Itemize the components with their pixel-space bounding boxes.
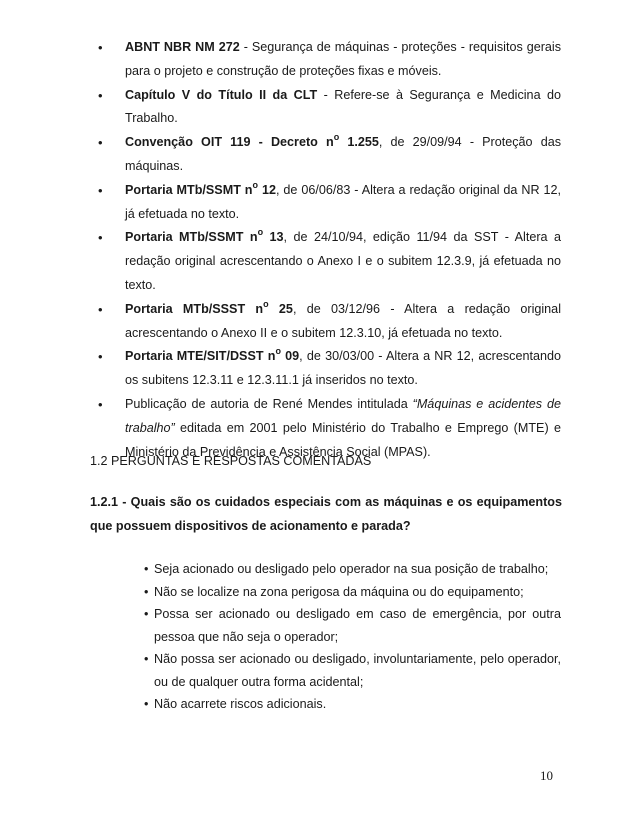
answer-item	[0, 558, 638, 581]
answer-text: Não possa ser acionado ou desligado, involuntariamente, pelo operador, ou de qualquer outra forma acidental;	[154, 652, 561, 689]
reference-text: editada em 2001 pelo Ministério do Trabalho e Emprego (MTE) e Ministério da Previdência e Assistência Social (MPAS).	[125, 420, 561, 459]
superscript-o: o	[275, 346, 281, 357]
reference-title-part: Portaria MTb/SSST n	[125, 301, 264, 316]
reference-title-part: Portaria MTb/SSMT n	[125, 182, 253, 197]
superscript-o: o	[252, 179, 259, 190]
answer-text: Possa ser acionado ou desligado em caso de emergência, por outra pessoa que não seja o operador;	[154, 607, 561, 644]
reference-title-part: Convenção OIT 119 - Decreto n	[125, 135, 334, 150]
reference-item	[0, 36, 638, 84]
reference-text: , de 03/12/96 - Altera a redação original acrescentando o Anexo II e o subitem 12.3.10, já efetuada no texto.	[125, 301, 561, 340]
reference-item	[0, 84, 638, 132]
publication-title: “Máquinas e acidentes de trabalho”	[125, 396, 561, 435]
answer-text: Não acarrete riscos adicionais.	[154, 697, 327, 711]
section-title: 1.2 PERGUNTAS E RESPOSTAS COMENTADAS	[90, 454, 372, 468]
answer-item	[0, 693, 638, 716]
reference-title	[125, 227, 284, 245]
reference-title: Capítulo V do Título II da CLT	[125, 87, 318, 102]
bullet: •	[98, 396, 103, 412]
reference-text: , de 06/06/83 - Altera a redação original da NR 12, já efetuada no texto.	[125, 182, 561, 221]
reference-text: , de 29/09/94 - Proteção das máquinas.	[125, 135, 562, 173]
answer-text: Não se localize na zona perigosa da máquina ou do equipamento;	[154, 584, 524, 599]
answer-text: Seja acionado ou desligado pelo operador na sua posição de trabalho;	[154, 562, 549, 576]
reference-text: , de 24/10/94, edição 11/94 da SST - Altera a redação original acrescentando o Anexo I e o subitem 12.3.9, já efetuada no texto.	[125, 230, 561, 292]
reference-title-number: 12	[258, 182, 276, 197]
bullet: •	[98, 230, 103, 246]
superscript-o: o	[263, 298, 269, 309]
reference-item	[0, 131, 638, 179]
bullet: •	[98, 301, 103, 317]
reference-text: - Refere-se à Segurança e Medicina do Trabalho.	[125, 87, 562, 126]
reference-text: , de 30/03/00 - Altera a NR 12, acrescentando os subitens 12.3.11 e 12.3.11.1 já inseridos no texto.	[125, 349, 561, 388]
reference-title	[125, 346, 300, 364]
page-number: 10	[540, 768, 553, 783]
bullet: •	[144, 584, 149, 599]
bullet: •	[144, 652, 149, 666]
bullet: •	[98, 40, 103, 55]
reference-title	[125, 132, 379, 150]
reference-title	[125, 298, 293, 316]
answer-item	[0, 648, 638, 693]
bullet: •	[144, 607, 149, 621]
reference-title-number: 25	[268, 301, 293, 316]
answer-item	[0, 603, 638, 648]
reference-title-part: Portaria MTE/SIT/DSST n	[125, 349, 276, 364]
question-heading: 1.2.1 - Quais são os cuidados especiais com as máquinas e os equipamentos que possuem dispositivos de acionamento e parada?	[90, 495, 562, 533]
reference-title-part: Portaria MTb/SSMT n	[125, 230, 258, 245]
superscript-o: o	[333, 132, 340, 142]
bullet: •	[98, 135, 103, 151]
reference-item	[0, 298, 638, 346]
answer-list	[0, 558, 638, 716]
reference-title-number: 13	[263, 230, 284, 245]
reference-item	[0, 345, 638, 393]
bullet: •	[98, 182, 103, 198]
reference-title	[125, 179, 276, 197]
reference-title: ABNT NBR NM 272	[125, 40, 240, 54]
bullet: •	[98, 87, 103, 103]
superscript-o: o	[257, 227, 264, 238]
reference-list	[0, 36, 638, 464]
reference-text-lead: Publicação de autoria de René Mendes intitulada	[125, 396, 413, 411]
reference-item	[0, 226, 638, 297]
reference-title-number: 1.255	[339, 135, 379, 150]
reference-item	[0, 179, 638, 227]
bullet: •	[98, 349, 103, 365]
answer-item	[0, 581, 638, 604]
reference-text: - Segurança de máquinas - proteções - requisitos gerais para o projeto e construção de proteções fixas e móveis.	[125, 40, 562, 78]
bullet: •	[144, 697, 149, 711]
reference-title-number: 09	[280, 349, 300, 364]
bullet: •	[144, 562, 149, 576]
